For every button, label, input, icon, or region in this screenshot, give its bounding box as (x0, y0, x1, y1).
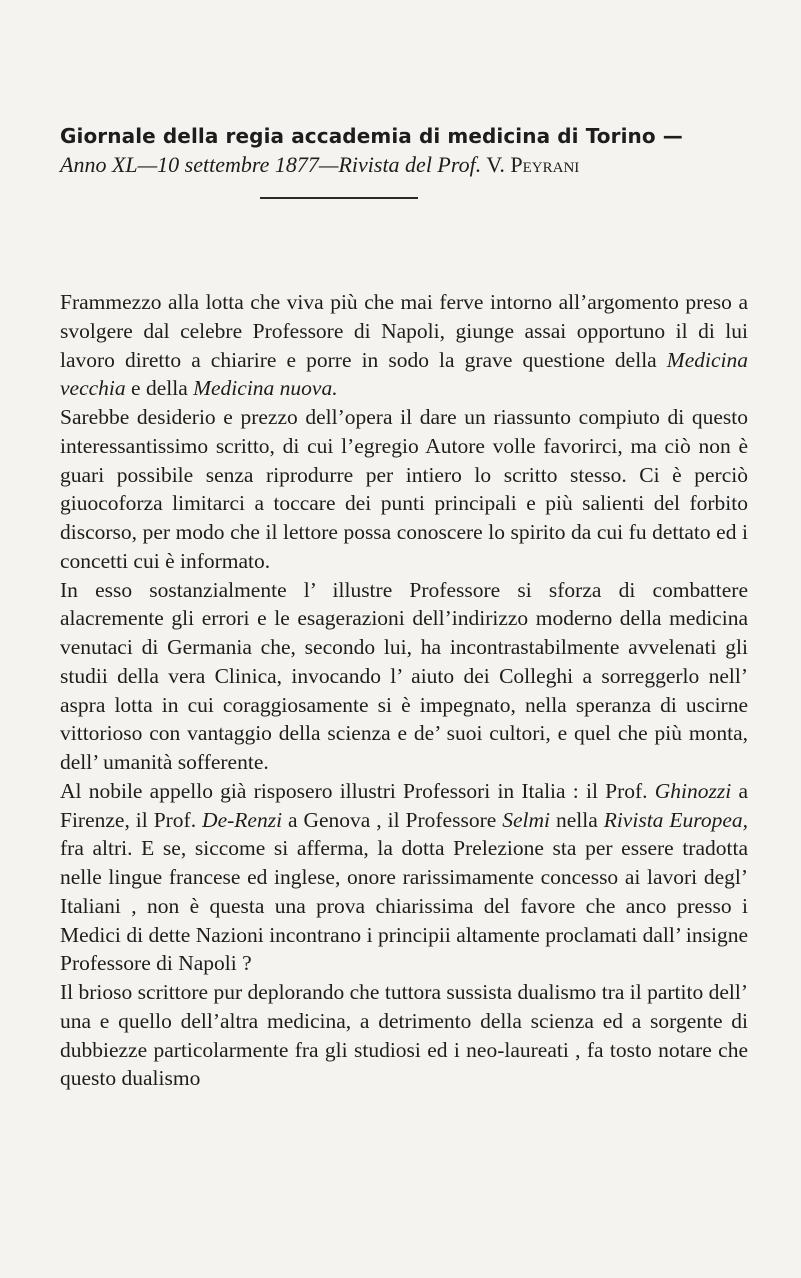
paragraph (60, 576, 748, 777)
italic-run: Rivista Europea, (603, 807, 748, 832)
text-run: Frammezzo alla lotta che viva più che mai ferve intorno all’argomento preso a svolgere dal celebre Professore di Napoli, giunge assai opportuno il di lui lavoro diretto a chiarire e porre in sodo la grave questione della (60, 290, 748, 372)
italic-run: Medicina vecchia (60, 347, 748, 401)
italic-run: Medicina nuova. (193, 376, 338, 401)
text-run: Sarebbe desiderio e prezzo dell’opera il dare un riassunto compiuto di questo interessantissimo scritto, di cui l’egregio Autore volle favorirci, ma ciò non è guari possibile senza riprodurre per intiero lo scritto stesso. Ci è perciò giuocoforza limitarci a toccare dei punti principali e più salienti del forbito discorso, per modo che il lettore possa conoscere lo spirito da cui fu dettato ed i concetti cui è informato. (60, 405, 748, 573)
author-name: Peyrani (510, 152, 580, 177)
italic-run: Selmi (502, 807, 551, 832)
text-run: a Genova , il Professore (282, 807, 503, 832)
journal-header-subtitle (60, 151, 780, 179)
text-run: fra altri. E se, siccome si afferma, la dotta Prelezione sta per essere tradotta nelle lingue francese ed inglese, onore rarissimamente concesso ai lavori degl’ Italiani , non è questa una prova chiarissima del favore che anco presso i Medici di dette Nazioni incontrano i principii altamente proclamati dall’ insigne Professore di Napoli ? (60, 836, 748, 976)
text-run: Al nobile appello già risposero illustri Professori in Italia : il Prof. (60, 778, 655, 803)
paragraph (60, 288, 748, 403)
text-run: Il brioso scrittore pur deplorando che tuttora sussista dualismo tra il partito dell’ una e quello dell’altra medicina, a detrimento della scienza ed a sorgente di dubbiezze particolarmente fra gli studiosi ed i neo-laureati , fa tosto notare che questo dualismo (60, 980, 748, 1091)
italic-run: Ghinozzi (654, 778, 732, 803)
journal-header-title: Giornale della regia accademia di medicina di Torino — (60, 124, 683, 148)
paragraph (60, 978, 748, 1093)
header-divider (260, 197, 418, 199)
text-run: In esso sostanzialmente l’ illustre Professore si sforza di combattere alacremente gli errori e le esagerazioni dell’indirizzo moderno della medicina venutaci di Germania che, secondo lui, ha incontrastabilmente avvelenati gli studii della vera Clinica, invocando l’ aiuto dei Colleghi a sorreggerlo nell’ aspra lotta in cui coraggiosamente si è impegnato, nella speranza di uscirne vittorioso con vantaggio della scienza e de’ suoi cultori, e quel che più monta, dell’ umanità sofferente. (60, 577, 748, 774)
italic-run: De-Renzi (202, 807, 283, 832)
article-body (60, 288, 748, 1093)
paragraph (60, 777, 748, 978)
author-initial: V. (481, 152, 511, 177)
text-run: nella (550, 807, 604, 832)
text-run: a Firenze, il Prof. (60, 778, 748, 832)
issue-info: Anno XL—10 settembre 1877—Rivista del Prof. (60, 152, 482, 177)
paragraph (60, 403, 748, 576)
text-run: e della (125, 376, 194, 401)
